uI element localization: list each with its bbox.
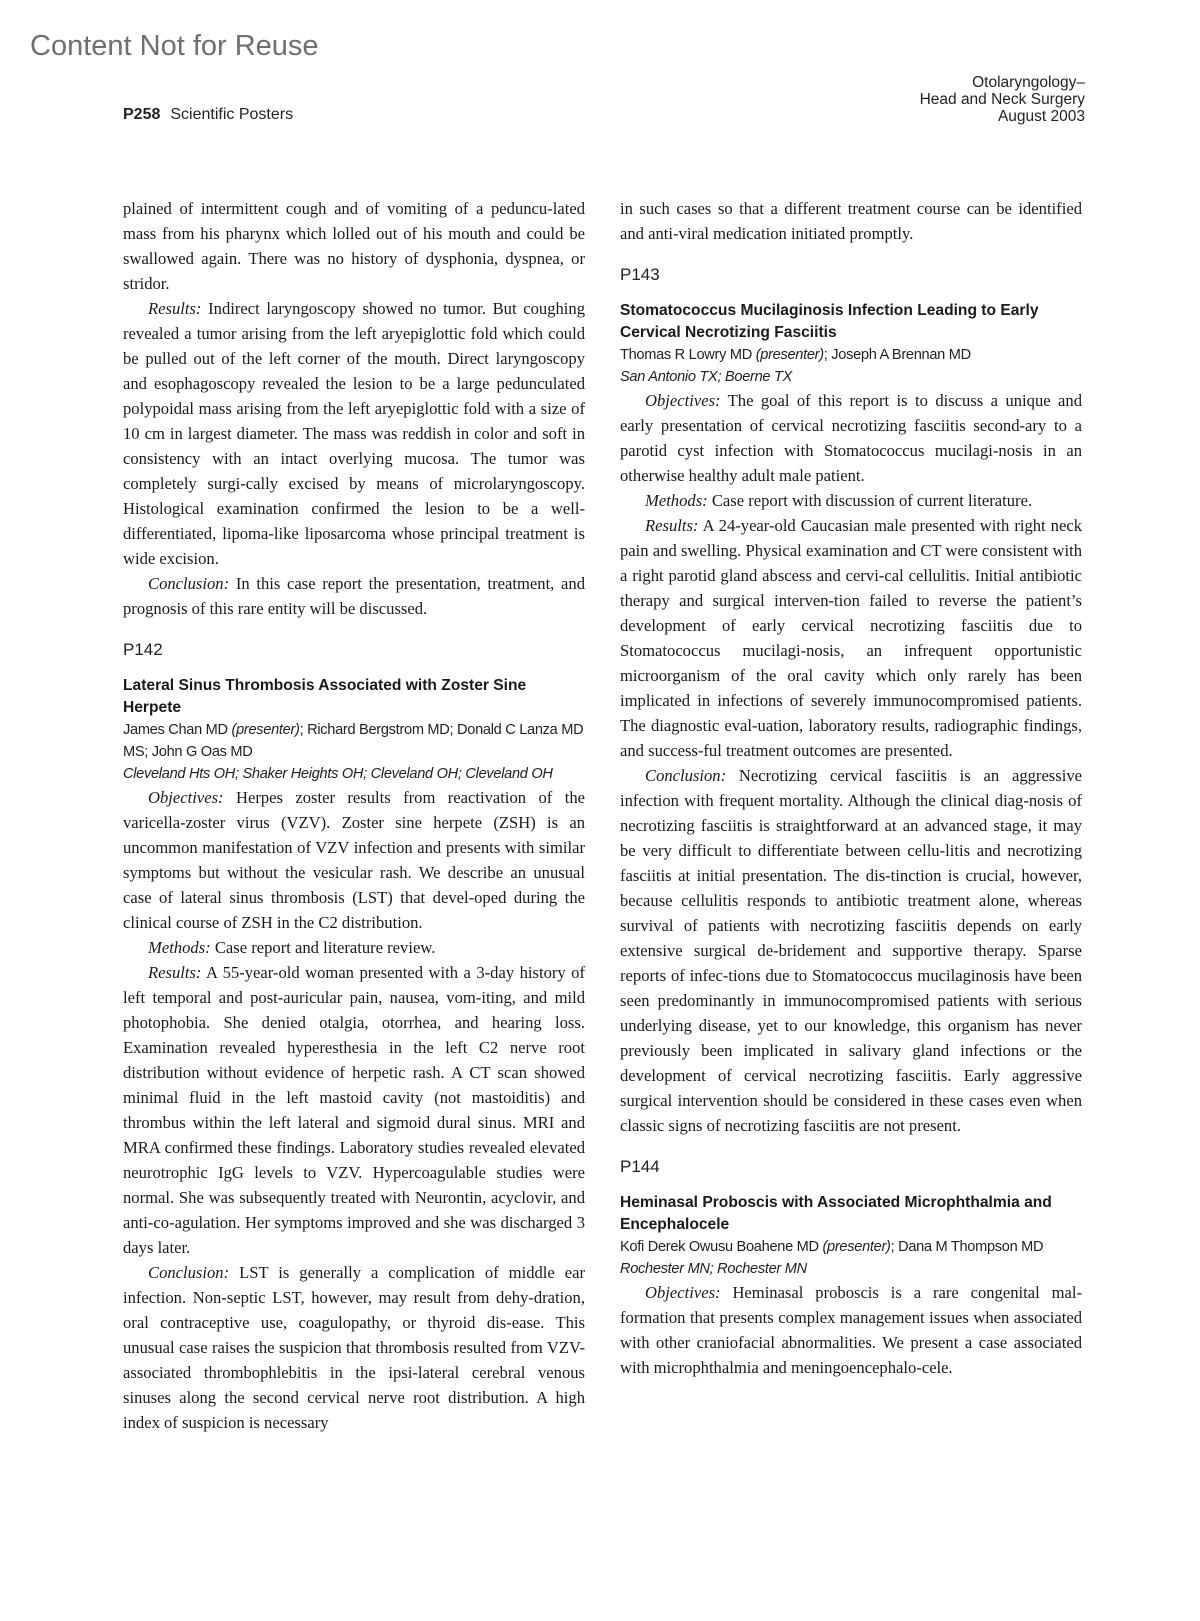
issue-date: August 2003 [997,108,1085,125]
objectives-paragraph [620,1280,1082,1380]
results-paragraph [123,296,585,571]
methods-text: Case report and literature review. [210,938,436,957]
objectives-paragraph [123,785,585,935]
results-label: Results: [148,299,202,318]
continued-paragraph: in such cases so that a different treatment course can be identified and anti-viral medication initiated promptly. [620,199,1082,243]
poster-locations-p142: Cleveland Hts OH; Shaker Heights OH; Cleveland OH; Cleveland OH [123,766,553,782]
objectives-text: Heminasal proboscis is a rare congenital mal-formation that presents complex management issues when associated with other craniofacial abnormalities. We present a case associated with microphthalmia and meningoencephalo-cele. [620,1283,1082,1377]
conclusion-paragraph [620,763,1082,1138]
author-name: Kofi Derek Owusu Boahene MD [620,1239,823,1255]
poster-authors-p144 [620,1236,1082,1258]
methods-label: Methods: [645,491,708,510]
poster-authors-p143 [620,344,1082,366]
poster-id-p142: P142 [123,640,163,659]
poster-id-p144: P144 [620,1157,660,1176]
journal-header [920,74,1085,125]
results-label: Results: [645,516,699,535]
presenter-tag: (presenter) [755,347,824,363]
results-text: A 24-year-old Caucasian male presented with right neck pain and swelling. Physical examination and CT were consistent with a right parotid gland abscess and cervi-cal cellulitis. Initial antibiotic therapy and surgical interven-tion failed to reverse the patient’s development of early cervical necrotizing fasciitis due to Stomatococcus mucilagi-nosis, an infrequent opportunistic microorganism of the oral cavity which only rarely has been implicated in infections of severely immunocompromised patients. The diagnostic eval-uation, laboratory results, radiographic findings, and success-ful treatment outcomes are presented. [620,516,1082,760]
continued-paragraph: plained of intermittent cough and of vomiting of a peduncu-lated mass from his pharynx which lolled out of his mouth and could be swallowed again. There was no history of dysphonia, dyspnea, or stridor. [123,199,585,293]
results-text: Indirect laryngoscopy showed no tumor. But coughing revealed a tumor arising from the left aryepiglottic fold which could be pulled out of the left corner of the mouth. Direct laryngoscopy and esophagoscopy revealed the lesion to be a large pedunculated polypoidal mass arising from the left aryepiglottic fold with a size of 10 cm in largest diameter. The mass was reddish in color and soft in consistency with an intact overlying mucosa. The tumor was completely surgi-cally excised by means of microlaryngoscopy. Histological examination confirmed the lesion to be a well-differentiated, lipoma-like liposarcoma whose principal treatment is wide excision. [123,299,585,568]
objectives-text: Herpes zoster results from reactivation of the varicella-zoster virus (VZV). Zoster sine herpete (ZSH) is an uncommon manifestation of VZV infection and presents with similar symptoms but without the vesicular rash. We describe an unusual case of lateral sinus thrombosis (LST) that devel-oped during the clinical course of ZSH in the C2 distribution. [123,788,585,932]
objectives-label: Objectives: [645,1283,721,1302]
results-paragraph [620,513,1082,763]
author-name: James Chan MD [123,722,232,738]
conclusion-text: LST is generally a complication of middle ear infection. Non-septic LST, however, may result from dehy-dration, oral contraceptive use, coagulopathy, or thyroid dis-ease. This unusual case raises the suspicion that thrombosis resulted from VZV-associated thrombophlebitis in the ipsi-lateral cerebral venous sinuses along the second cervical nerve root distribution. A high index of suspicion is necessary [123,1263,585,1432]
page-number: P258 [123,106,161,123]
methods-paragraph [123,935,585,960]
poster-id-p143: P143 [620,265,660,284]
objectives-paragraph [620,388,1082,488]
conclusion-text: Necrotizing cervical fasciitis is an aggressive infection with frequent mortality. Although the clinical diag-nosis of necrotizing fasciitis is straightforward at an advanced stage, it may be very difficult to differentiate between cellu-litis and necrotizing fasciitis at initial presentation. The dis-tinction is crucial, however, because cellulitis responds to antibiotic treatment alone, whereas survival of patients with necrotizing fasciitis depends on early extensive surgical de-bridement and supportive therapy. Sparse reports of infec-tions due to Stomatococcus mucilaginosis have been seen predominantly in immunocompromised patients with serious underlying disease, yet to our knowledge, this organism has never previously been implicated in salivary gland infections or the development of cervical necrotizing fasciitis. Early aggressive surgical intervention should be considered in these cases even when classic signs of necrotizing fasciitis are not present. [620,766,1082,1135]
author-name: Thomas R Lowry MD [620,347,756,363]
poster-title-p142: Lateral Sinus Thrombosis Associated with Zoster Sine Herpete [123,677,527,716]
journal-name-line2: Head and Neck Surgery [919,91,1085,108]
results-paragraph [123,960,585,1260]
left-column [123,196,585,1435]
conclusion-label: Conclusion: [148,574,230,593]
journal-name-line1: Otolaryngology– [972,74,1085,91]
conclusion-text: In this case report the presentation, treatment, and prognosis of this rare entity will be discussed. [123,574,585,618]
conclusion-label: Conclusion: [148,1263,230,1282]
objectives-label: Objectives: [148,788,224,807]
methods-label: Methods: [148,938,211,957]
presenter-tag: (presenter) [822,1239,891,1255]
right-column [620,196,1082,1380]
poster-authors-p142 [123,719,585,763]
poster-locations-p144: Rochester MN; Rochester MN [620,1261,807,1277]
results-text: A 55-year-old woman presented with a 3-day history of left temporal and post-auricular pain, nausea, vom-iting, and mild photophobia. She denied otalgia, otorrhea, and hearing loss. Examination revealed hyperesthesia in the left C2 nerve root distribution without evidence of herpetic rash. A CT scan showed minimal fluid in the left mastoid cavity (not mastoiditis) and thrombus within the left lateral and sigmoid dural sinus. MRI and MRA confirmed these findings. Laboratory studies revealed elevated neurotrophic IgG levels to VZV. Hypercoagulable studies were normal. She was subsequently treated with Neurontin, acyclovir, and anti-co-agulation. Her symptoms improved and she was discharged 3 days later. [123,963,585,1257]
author-names-rest: ; Joseph A Brennan MD [823,347,971,363]
author-names-rest: ; Richard Bergstrom MD; Donald C Lanza MD MS; John G Oas MD [123,722,584,760]
objectives-text: The goal of this report is to discuss a unique and early presentation of cervical necrotizing fasciitis second-ary to a parotid cyst infection with Stomatococcus mucilagi-nosis in an otherwise healthy adult male patient. [620,391,1082,485]
poster-title-p144: Heminasal Proboscis with Associated Microphthalmia and Encephalocele [620,1194,1052,1233]
poster-locations-p143: San Antonio TX; Boerne TX [620,369,793,385]
section-name: Scientific Posters [170,106,294,123]
presenter-tag: (presenter) [231,722,300,738]
methods-paragraph [620,488,1082,513]
conclusion-paragraph [123,571,585,621]
author-names-rest: ; Dana M Thompson MD [890,1239,1044,1255]
conclusion-paragraph [123,1260,585,1435]
results-label: Results: [148,963,202,982]
objectives-label: Objectives: [645,391,721,410]
page-header-left [123,106,293,124]
poster-title-p143: Stomatococcus Mucilaginosis Infection Leading to Early Cervical Necrotizing Fasciitis [620,302,1039,341]
watermark: Content Not for Reuse [30,30,319,62]
methods-text: Case report with discussion of current literature. [707,491,1033,510]
conclusion-label: Conclusion: [645,766,727,785]
